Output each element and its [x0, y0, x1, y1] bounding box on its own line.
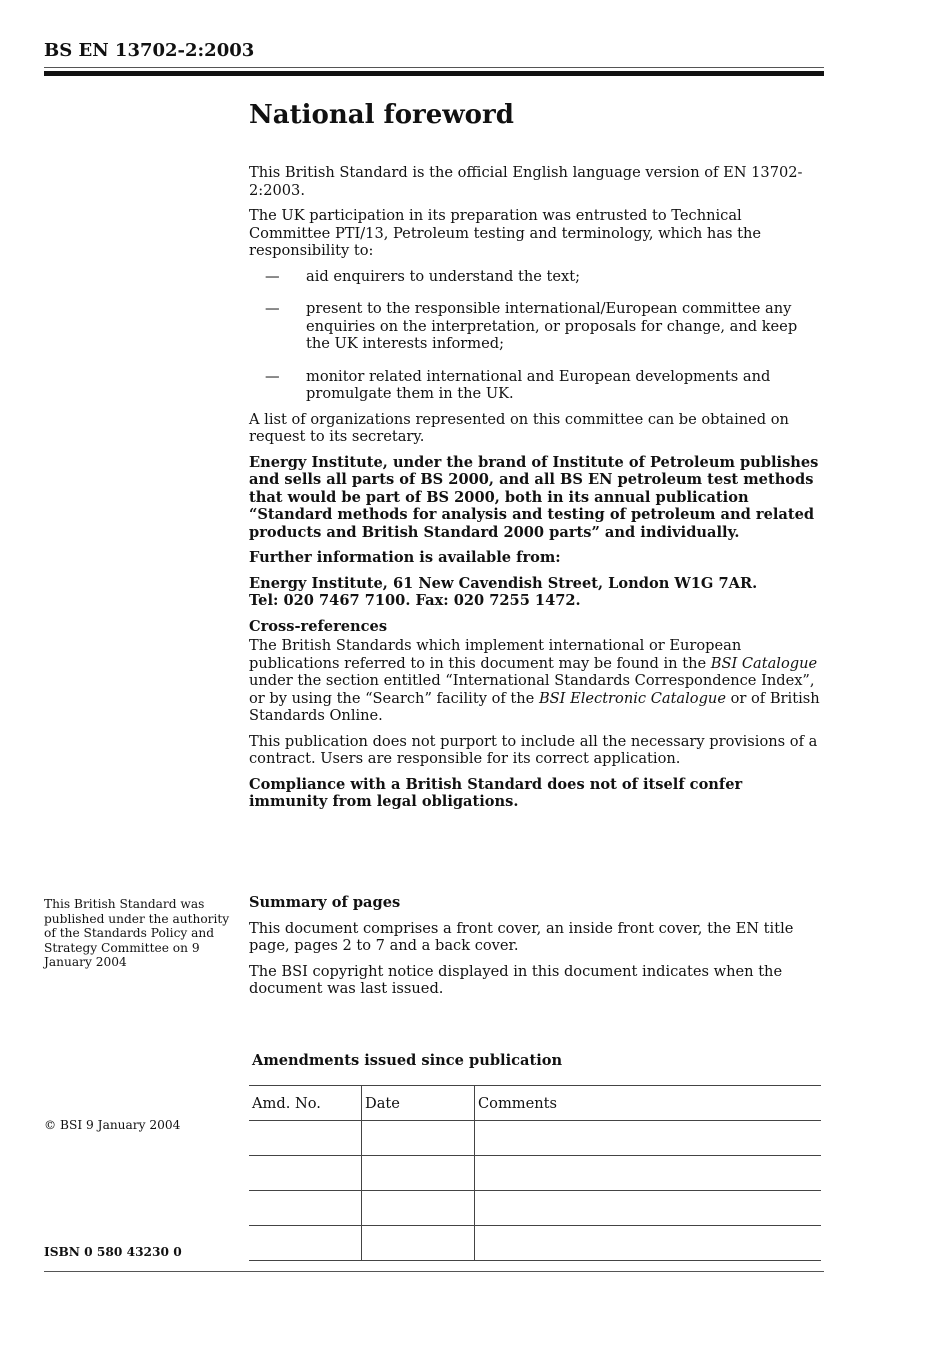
table-cell: [362, 1156, 475, 1191]
table-row: [249, 1156, 821, 1191]
summary-section: [249, 894, 824, 1006]
address-line: Energy Institute, 61 New Cavendish Street, London W1G 7AR.: [249, 574, 758, 592]
amendments-title: Amendments issued since publication: [252, 1052, 563, 1069]
list-item-text: monitor related international and European developments and promulgate them in the UK.: [306, 367, 771, 402]
table-cell: [249, 1121, 362, 1156]
compliance-paragraph: Compliance with a British Standard does not of itself confer immunity from legal obligations.: [249, 775, 743, 810]
footer-rule: [44, 1271, 824, 1272]
table-cell: [362, 1191, 475, 1226]
main-content: [249, 164, 824, 819]
page-title: National foreword: [249, 100, 514, 130]
column-header-amd-no: Amd. No.: [249, 1086, 362, 1121]
list-item-text: aid enquirers to understand the text;: [306, 267, 581, 285]
table-cell: [249, 1191, 362, 1226]
column-header-date: Date: [362, 1086, 475, 1121]
contact-paragraph: [249, 575, 824, 610]
participation-paragraph: The UK participation in its preparation was entrusted to Technical Committee PTI/13, Petroleum testing and terminology, which has the responsibility to:: [249, 207, 762, 259]
responsibility-list: [249, 268, 824, 403]
committee-paragraph: A list of organizations represented on this committee can be obtained on request to its secretary.: [249, 410, 789, 445]
bsi-electronic-catalogue-italic: BSI Electronic Catalogue: [538, 689, 726, 707]
table-cell: [249, 1226, 362, 1261]
dash-bullet: —: [265, 267, 280, 285]
document-code: BS EN 13702-2:2003: [44, 40, 255, 61]
dash-bullet: —: [265, 300, 280, 317]
table-cell: [475, 1191, 822, 1226]
copyright-date: © BSI 9 January 2004: [44, 1118, 181, 1132]
isbn: ISBN 0 580 43230 0: [44, 1245, 182, 1259]
publication-authority-note: This British Standard was published under the authority of the Standards Policy and Strategy Committee on 9 January 2004: [44, 897, 230, 969]
amendments-table: [249, 1085, 821, 1261]
column-header-comments: Comments: [475, 1086, 822, 1121]
cross-references-heading: Cross-references: [249, 617, 388, 635]
further-info-paragraph: Further information is available from:: [249, 549, 561, 566]
table-cell: [362, 1121, 475, 1156]
table-cell: [362, 1226, 475, 1261]
bsi-catalogue-italic: BSI Catalogue: [710, 654, 818, 672]
list-item: [249, 300, 824, 353]
header-rule-thick: [44, 71, 824, 76]
dash-bullet: —: [265, 367, 280, 385]
table-cell: [475, 1156, 822, 1191]
list-item: [249, 368, 824, 403]
table-cell: [475, 1121, 822, 1156]
contract-paragraph: This publication does not purport to include all the necessary provisions of a contract. Users are responsible for its correct application.: [249, 732, 818, 767]
phone-fax-line: Tel: 020 7467 7100. Fax: 020 7255 1472.: [249, 592, 581, 609]
intro-paragraph: This British Standard is the official English language version of EN 13702-2:2003.: [249, 164, 803, 199]
cross-references-paragraph: [249, 637, 824, 725]
table-header-row: [249, 1086, 821, 1121]
xref-text: or of British Standards Online.: [249, 689, 820, 724]
table-row: [249, 1121, 821, 1156]
xref-text: under the section entitled “International Standards Correspondence Index”, or by using the “Search” facility of the: [249, 672, 815, 707]
copyright-notice-paragraph: The BSI copyright notice displayed in this document indicates when the document was last issued.: [249, 962, 783, 997]
list-item-text: present to the responsible international/European committee any enquiries on the interpretation, or proposals for change, and keep the UK interests informed;: [306, 300, 798, 352]
table-cell: [249, 1156, 362, 1191]
summary-heading: Summary of pages: [249, 894, 401, 911]
summary-paragraph: This document comprises a front cover, an inside front cover, the EN title page, pages 2 to 7 and a back cover.: [249, 919, 794, 954]
list-item: [249, 268, 824, 286]
table-cell: [475, 1226, 822, 1261]
energy-institute-paragraph: Energy Institute, under the brand of Institute of Petroleum publishes and sells all parts of BS 2000, and all BS EN petroleum test methods that would be part of BS 2000, both in its annual publication “Standard methods for analysis and testing of petroleum and related products and British Standard 2000 parts” and individually.: [249, 453, 819, 541]
table-row: [249, 1191, 821, 1226]
table-row: [249, 1226, 821, 1261]
header-rule-thin: [44, 67, 824, 68]
xref-text: The British Standards which implement international or European publications referred to in this document may be found in the: [249, 637, 742, 672]
